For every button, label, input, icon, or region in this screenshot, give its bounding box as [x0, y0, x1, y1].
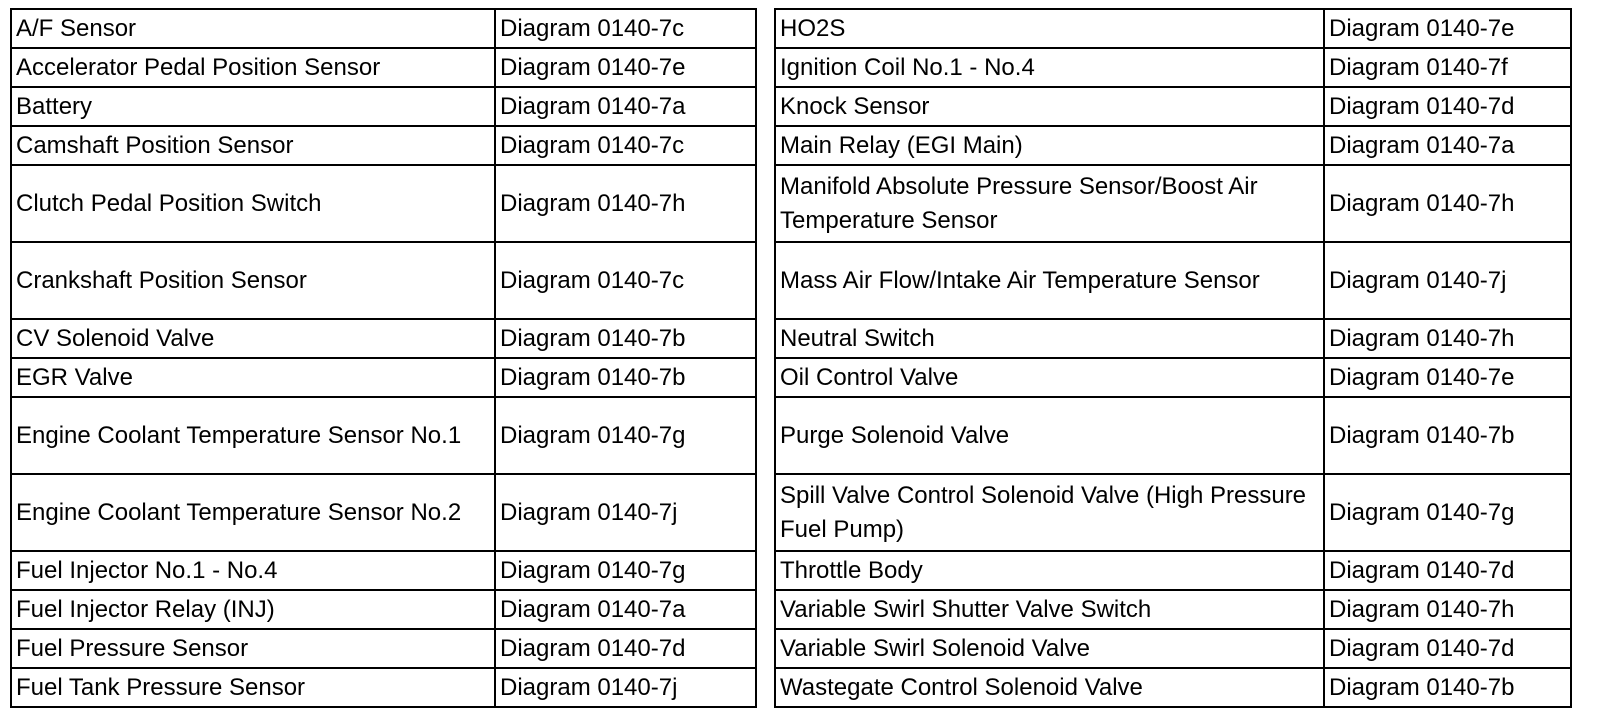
diagram-reference: Diagram 0140-7b	[1324, 397, 1571, 474]
component-name: Wastegate Control Solenoid Valve	[775, 668, 1324, 707]
table-row	[775, 551, 1571, 590]
table-row	[775, 358, 1571, 397]
table-row	[775, 9, 1571, 48]
component-name: Fuel Pressure Sensor	[11, 629, 495, 668]
table-row	[775, 319, 1571, 358]
component-name: Purge Solenoid Valve	[775, 397, 1324, 474]
component-name: HO2S	[775, 9, 1324, 48]
component-name: Battery	[11, 87, 495, 126]
table-row	[775, 126, 1571, 165]
table-row	[11, 551, 756, 590]
diagram-reference: Diagram 0140-7c	[495, 242, 756, 319]
component-name: Fuel Tank Pressure Sensor	[11, 668, 495, 707]
table-row	[775, 397, 1571, 474]
index-table-left	[10, 8, 757, 708]
component-name: Main Relay (EGI Main)	[775, 126, 1324, 165]
table-row	[11, 668, 756, 707]
component-name: Fuel Injector No.1 - No.4	[11, 551, 495, 590]
index-table-left-body	[11, 9, 756, 707]
table-row	[11, 165, 756, 242]
diagram-reference: Diagram 0140-7e	[1324, 358, 1571, 397]
table-row	[11, 126, 756, 165]
component-name: Oil Control Valve	[775, 358, 1324, 397]
component-name: CV Solenoid Valve	[11, 319, 495, 358]
diagram-reference: Diagram 0140-7d	[1324, 551, 1571, 590]
table-row	[11, 319, 756, 358]
diagram-reference: Diagram 0140-7b	[1324, 668, 1571, 707]
diagram-reference: Diagram 0140-7a	[495, 590, 756, 629]
table-row	[11, 48, 756, 87]
component-diagram-index	[10, 8, 1572, 708]
component-name: Manifold Absolute Pressure Sensor/Boost Air Temperature Sensor	[775, 165, 1324, 242]
diagram-reference: Diagram 0140-7g	[495, 397, 756, 474]
diagram-reference: Diagram 0140-7h	[1324, 165, 1571, 242]
component-name: Engine Coolant Temperature Sensor No.2	[11, 474, 495, 551]
diagram-reference: Diagram 0140-7g	[1324, 474, 1571, 551]
diagram-reference: Diagram 0140-7h	[495, 165, 756, 242]
component-name: Accelerator Pedal Position Sensor	[11, 48, 495, 87]
table-row	[11, 629, 756, 668]
component-name: Mass Air Flow/Intake Air Temperature Sensor	[775, 242, 1324, 319]
component-name: Neutral Switch	[775, 319, 1324, 358]
table-row	[775, 590, 1571, 629]
diagram-reference: Diagram 0140-7b	[495, 319, 756, 358]
table-row	[11, 87, 756, 126]
diagram-reference: Diagram 0140-7c	[495, 126, 756, 165]
component-name: A/F Sensor	[11, 9, 495, 48]
table-row	[11, 242, 756, 319]
table-row	[775, 87, 1571, 126]
table-row	[11, 397, 756, 474]
diagram-reference: Diagram 0140-7j	[1324, 242, 1571, 319]
component-name: Variable Swirl Solenoid Valve	[775, 629, 1324, 668]
diagram-reference: Diagram 0140-7a	[495, 87, 756, 126]
component-name: Throttle Body	[775, 551, 1324, 590]
component-name: Engine Coolant Temperature Sensor No.1	[11, 397, 495, 474]
diagram-reference: Diagram 0140-7d	[1324, 87, 1571, 126]
table-row	[11, 358, 756, 397]
diagram-reference: Diagram 0140-7h	[1324, 590, 1571, 629]
table-row	[775, 629, 1571, 668]
diagram-reference: Diagram 0140-7a	[1324, 126, 1571, 165]
component-name: EGR Valve	[11, 358, 495, 397]
component-name: Ignition Coil No.1 - No.4	[775, 48, 1324, 87]
table-row	[775, 242, 1571, 319]
component-name: Fuel Injector Relay (INJ)	[11, 590, 495, 629]
component-name: Camshaft Position Sensor	[11, 126, 495, 165]
table-row	[775, 668, 1571, 707]
diagram-reference: Diagram 0140-7d	[495, 629, 756, 668]
component-name: Variable Swirl Shutter Valve Switch	[775, 590, 1324, 629]
diagram-reference: Diagram 0140-7j	[495, 474, 756, 551]
diagram-reference: Diagram 0140-7h	[1324, 319, 1571, 358]
index-table-right-body	[775, 9, 1571, 707]
table-row	[775, 165, 1571, 242]
table-row	[11, 590, 756, 629]
table-row	[775, 474, 1571, 551]
diagram-reference: Diagram 0140-7f	[1324, 48, 1571, 87]
diagram-reference: Diagram 0140-7d	[1324, 629, 1571, 668]
diagram-reference: Diagram 0140-7e	[1324, 9, 1571, 48]
component-name: Knock Sensor	[775, 87, 1324, 126]
table-row	[11, 474, 756, 551]
diagram-reference: Diagram 0140-7e	[495, 48, 756, 87]
component-name: Crankshaft Position Sensor	[11, 242, 495, 319]
diagram-reference: Diagram 0140-7g	[495, 551, 756, 590]
component-name: Clutch Pedal Position Switch	[11, 165, 495, 242]
diagram-reference: Diagram 0140-7j	[495, 668, 756, 707]
diagram-reference: Diagram 0140-7b	[495, 358, 756, 397]
diagram-reference: Diagram 0140-7c	[495, 9, 756, 48]
table-row	[11, 9, 756, 48]
component-name: Spill Valve Control Solenoid Valve (High Pressure Fuel Pump)	[775, 474, 1324, 551]
index-table-right	[774, 8, 1572, 708]
table-row	[775, 48, 1571, 87]
